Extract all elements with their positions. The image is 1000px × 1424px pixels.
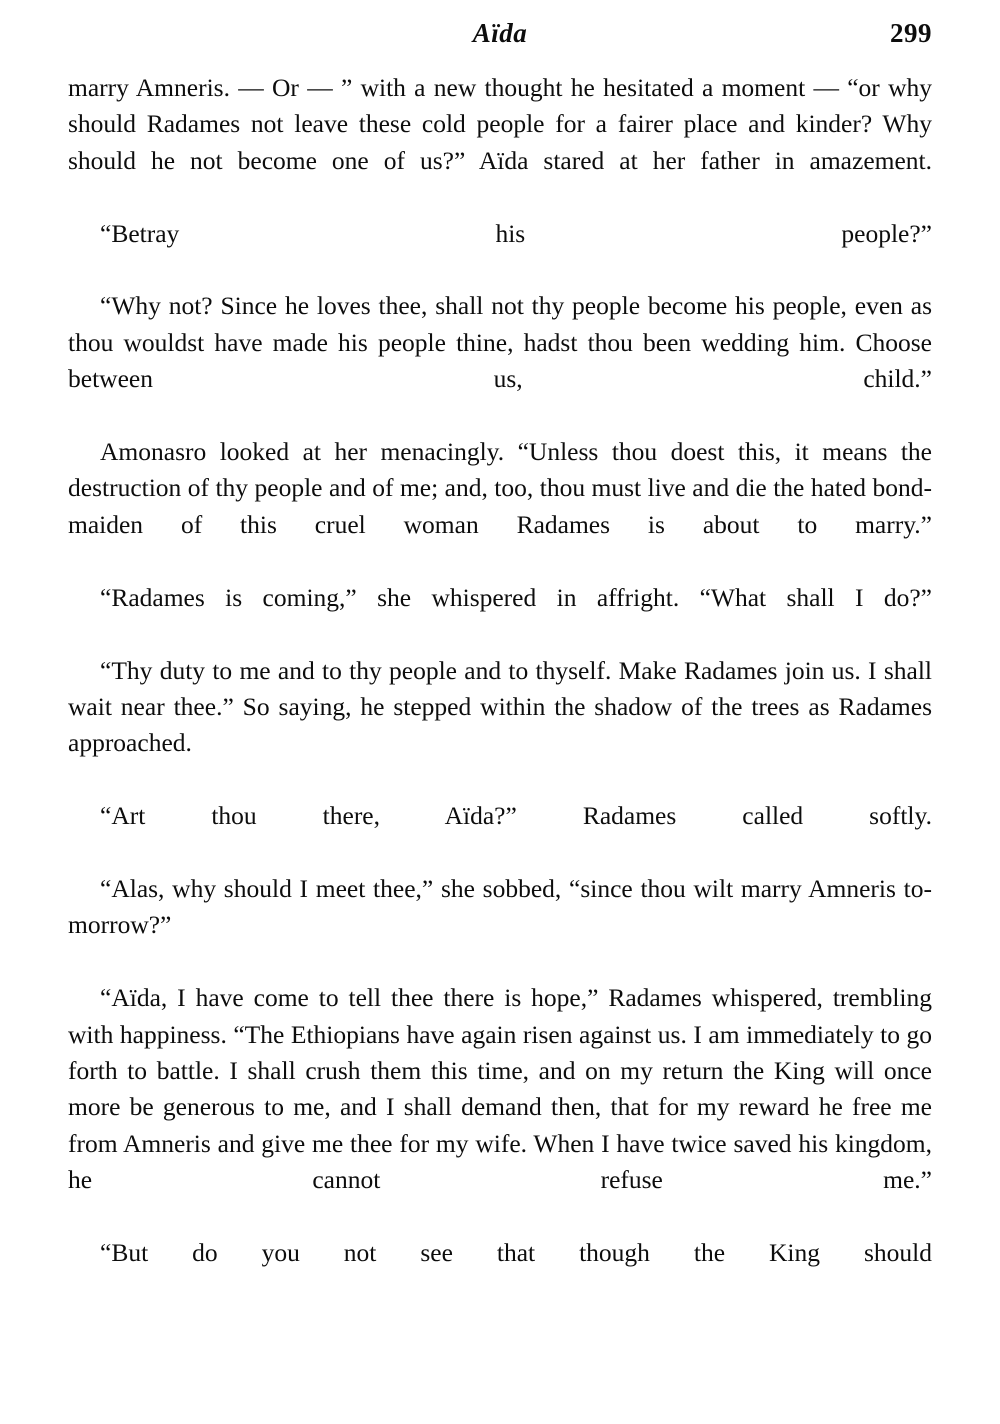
paragraph: “Aïda, I have come to tell thee there is hope,” Radames whispered, trembling with happiness. “The Ethiopians have again risen against us. I am immediately to go forth to battle. I shall crush them this time, and on my return the King will once more be generous to me, and I shall demand then, that for my reward he free me from Amneris and give me thee for my wife. When I have twice saved his kingdom, he cannot refuse me.” [68,983,932,1195]
paragraph: “Betray his people?” [100,218,932,248]
paragraph: “Art thou there, Aïda?” Radames called softly. [100,801,932,831]
paragraph: “Why not? Since he loves thee, shall not thy people become his people, even as thou wouldst have made his people thine, hadst thou been wedding him. Choose between us, child.” [68,291,932,394]
paragraph: “Alas, why should I meet thee,” she sobbed, “since thou wilt marry Amneris to-morrow?” [68,873,932,940]
paragraph: Amonasro looked at her menacingly. “Unless thou doest this, it means the destruction of thy people and of me; and, too, thou must live and die the hated bond-maiden of this cruel woman Radames is about to marry.” [68,437,932,539]
paragraph: “But do you not see that though the King should [100,1238,932,1267]
running-head: Aïda [472,18,528,48]
page-body [68,70,932,1308]
paragraph: “Radames is coming,” she whispered in affright. “What shall I do?” [100,582,932,612]
paragraph: “Thy duty to me and to thy people and to thyself. Make Radames join us. I shall wait near thee.” So saying, he stepped within the shadow of the trees as Radames approached. [68,655,932,758]
page-number: 299 [890,18,932,48]
paragraph: marry Amneris. — Or — ” with a new thought he hesitated a moment — “or why should Radames not leave these cold people for a fairer place and kinder? Why should he not become one of us?” Aïda stared at her father in amazement. [68,73,932,175]
page-header [68,0,932,70]
